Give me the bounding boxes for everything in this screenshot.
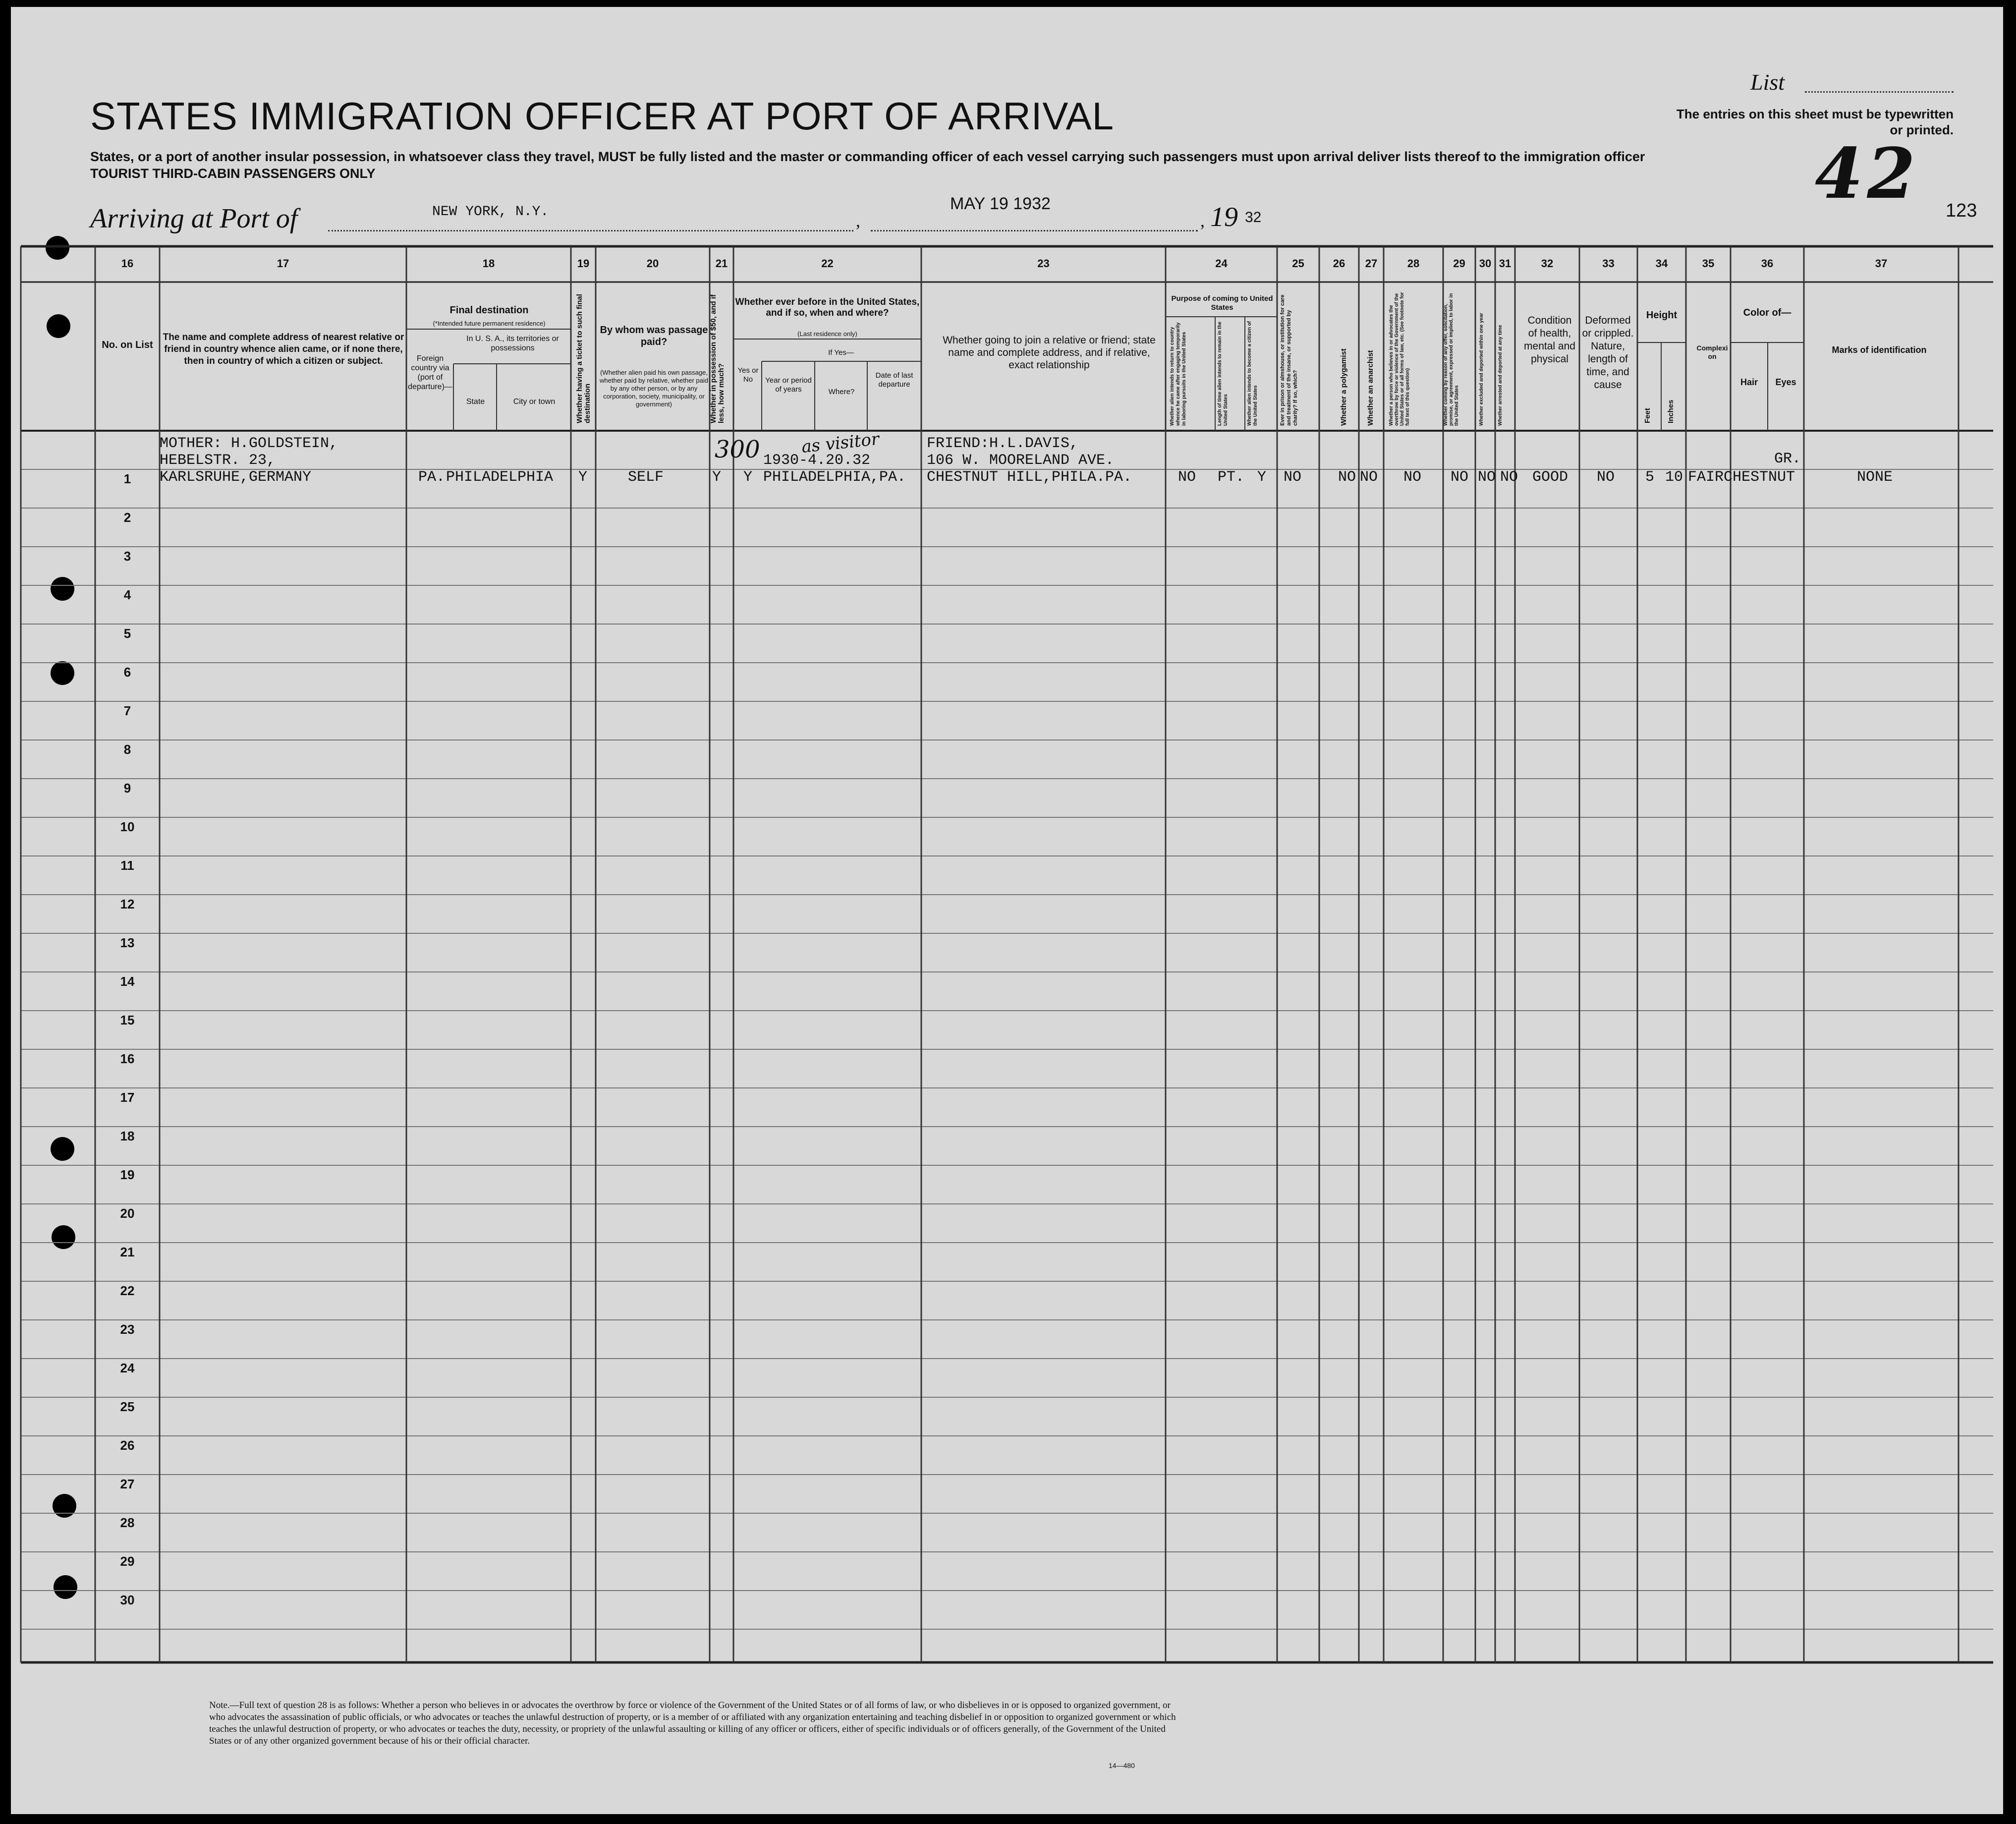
row-number: 26 bbox=[120, 1438, 135, 1453]
header-foreign-country: Foreign country via (port of departure)— bbox=[408, 354, 452, 391]
entry-state: PA. bbox=[418, 469, 446, 486]
comma2: , bbox=[1200, 211, 1205, 230]
header-purpose-return: Whether alien intends to return to country whence he came after engaging temporarily in laboring pursuits in the United States bbox=[1170, 322, 1187, 426]
column-number: 22 bbox=[821, 257, 834, 270]
column-number: 29 bbox=[1453, 257, 1465, 270]
row-number: 11 bbox=[120, 858, 134, 873]
row-number: 17 bbox=[120, 1090, 135, 1105]
entry-join-line2: 106 W. MOORELAND AVE. bbox=[927, 452, 1115, 469]
header-eyes: Eyes bbox=[1775, 377, 1796, 387]
entry-q30: NO bbox=[1478, 469, 1496, 486]
entry-ticket: Y bbox=[578, 469, 588, 486]
header-money: Whether in possession of $50, and if less, how much? bbox=[709, 294, 726, 423]
header-state: State bbox=[466, 398, 485, 406]
column-number: 27 bbox=[1365, 257, 1378, 270]
entry-return: NO bbox=[1178, 469, 1196, 486]
list-number-handwritten: 42 bbox=[1815, 133, 1919, 215]
instructions-text: States, or a port of another insular possession, in whatsoever class they travel, MUST be fully listed and the master or commanding officer of each vessel carrying such passengers must upon arrival deliver lists thereof to the immigration officer bbox=[90, 149, 1645, 164]
column-number: 32 bbox=[1541, 257, 1554, 270]
header-if-yes: If Yes— bbox=[828, 348, 854, 357]
row-number: 18 bbox=[120, 1129, 135, 1143]
header-ticket: Whether having a ticket to such final destination bbox=[575, 294, 592, 423]
column-number: 26 bbox=[1333, 257, 1345, 270]
row-number: 16 bbox=[120, 1051, 135, 1066]
entry-deformed: NO bbox=[1597, 469, 1615, 486]
entry-money: Y bbox=[712, 469, 722, 486]
header-deformed: Deformed or crippled. Nature, length of time, and cause bbox=[1582, 315, 1634, 391]
list-label: List bbox=[1750, 69, 1785, 95]
entry-q29: NO bbox=[1451, 469, 1469, 486]
entry-anarchist: NO bbox=[1360, 469, 1378, 486]
row-number: 4 bbox=[123, 587, 131, 602]
row-number: 24 bbox=[120, 1361, 135, 1375]
entry-q31: NO bbox=[1500, 469, 1518, 486]
entry-where: PHILADELPHIA,PA. bbox=[763, 469, 906, 486]
header-question-30: Whether excluded and deported within one year bbox=[1479, 313, 1484, 426]
column-number: 21 bbox=[715, 257, 728, 270]
column-number: 24 bbox=[1215, 257, 1228, 270]
row-number: 8 bbox=[123, 742, 131, 757]
form-number: 14—480 bbox=[1109, 1762, 1135, 1769]
header-anarchist: Whether an anarchist bbox=[1366, 350, 1375, 426]
header-before-sub: (Last residence only) bbox=[797, 330, 857, 338]
column-number: 19 bbox=[577, 257, 590, 270]
header-inches: Inches bbox=[1667, 399, 1675, 423]
page-number: 123 bbox=[1946, 200, 1977, 221]
entry-paid-by: SELF bbox=[628, 469, 664, 486]
entry-prison: NO bbox=[1284, 469, 1302, 486]
column-number: 31 bbox=[1499, 257, 1512, 270]
column-number: 16 bbox=[121, 257, 134, 270]
entry-feet: 5 bbox=[1645, 469, 1655, 486]
row-number: 15 bbox=[120, 1013, 135, 1027]
column-number: 34 bbox=[1655, 257, 1668, 270]
row-number: 21 bbox=[120, 1245, 135, 1259]
year-prefix: 19 bbox=[1210, 202, 1238, 232]
date-stamp: MAY 19 1932 bbox=[950, 194, 1051, 213]
header-year: Year or period of years bbox=[765, 376, 812, 394]
column-number: 20 bbox=[646, 257, 659, 270]
entry-join-line3: CHESTNUT HILL,PHILA.PA. bbox=[927, 469, 1132, 486]
entry-hair: CHESTNUT bbox=[1724, 469, 1795, 486]
entry-health: GOOD bbox=[1532, 469, 1568, 486]
header-passage-note: (Whether alien paid his own passage, whether paid by relative, whether paid by any other person, or by any corporation, society, municipality, or government) bbox=[600, 369, 708, 408]
column-number: 37 bbox=[1875, 257, 1888, 270]
header-final-destination-sub: (*Intended future permanent residence) bbox=[433, 320, 546, 327]
header-question-28: Whether a person who believes in or advocates the overthrow by force or violence of the Government of the United States or of all forms of law, etc. (See footnote for full text of this question) bbox=[1389, 292, 1410, 426]
entry-length: PT. bbox=[1218, 469, 1245, 486]
entry-relative-line2: HEBELSTR. 23, bbox=[160, 452, 276, 469]
entry-polygamist: NO bbox=[1338, 469, 1356, 486]
column-number: 35 bbox=[1702, 257, 1715, 270]
header-height: Height bbox=[1646, 310, 1678, 321]
header-city: City or town bbox=[513, 398, 556, 406]
row-number: 7 bbox=[123, 703, 131, 718]
entry-relative-line3: KARLSRUHE,GERMANY bbox=[160, 469, 312, 486]
row-number: 13 bbox=[120, 935, 135, 950]
row-number: 28 bbox=[120, 1515, 135, 1530]
entry-relative-line1: MOTHER: H.GOLDSTEIN, bbox=[160, 435, 338, 452]
header-question-29: Whether coming by reason of any offer, solicitation, promise, or agreement, expressed or implied, to labor in the United States bbox=[1443, 293, 1459, 426]
column-number: 18 bbox=[482, 257, 495, 270]
header-relative: The name and complete address of nearest relative or friend in country whence alien came, or if none there, then in country of which a citizen or subject. bbox=[163, 332, 404, 366]
entry-complexion: FAIR bbox=[1688, 469, 1724, 486]
row-number: 2 bbox=[123, 510, 131, 525]
header-final-destination: Final destination bbox=[449, 305, 529, 316]
class-line: TOURIST THIRD-CABIN PASSENGERS ONLY bbox=[90, 166, 376, 181]
row-number: 5 bbox=[123, 626, 131, 641]
row-number: 30 bbox=[120, 1593, 135, 1607]
row-number: 25 bbox=[120, 1399, 135, 1414]
header-question-31: Whether arrested and deported at any time bbox=[1498, 325, 1503, 426]
column-number: 30 bbox=[1479, 257, 1492, 270]
row-number: 14 bbox=[120, 974, 135, 989]
header-departure-date: Date of last departure bbox=[875, 371, 913, 389]
header-yes-no: Yes or No bbox=[737, 366, 759, 384]
header-feet: Feet bbox=[1643, 408, 1652, 423]
column-number: 17 bbox=[277, 257, 289, 270]
header-health: Condition of health, mental and physical bbox=[1524, 315, 1575, 365]
entry-city: PHILADELPHIA bbox=[446, 469, 554, 486]
header-purpose-citizen: Whether alien intends to become a citizen of the United States bbox=[1247, 321, 1258, 426]
port-value: NEW YORK, N.Y. bbox=[432, 204, 549, 220]
row-number: 6 bbox=[123, 665, 131, 680]
entry-inches: 10 bbox=[1665, 469, 1683, 486]
column-number: 25 bbox=[1292, 257, 1304, 270]
column-number: 36 bbox=[1761, 257, 1774, 270]
footnote: Note.—Full text of question 28 is as follows: Whether a person who believes in or advocates the overthrow by force or violence of the Government of the United States or of all forms of law, or who disbelieves in or is opposed to organized government, or who advocates the assassination of public officials, or who advocates or teaches the unlawful destruction of property, or is a member of or affiliated with any organization entertaining and teaching disbelief in or opposition to organized government or which teaches the unlawful destruction of property, or who advocates or teaches the duty, necessity, or propriety of the unlawful assaulting or killing of any officer or officers, either of specific individuals or of officers generally, of the Government of the United States or of any other organized government because of his or their official character. bbox=[209, 1700, 1176, 1746]
header-passage-paid: By whom was passage paid? bbox=[600, 325, 708, 347]
list-note: The entries on this sheet must be typewritten or printed. bbox=[1676, 107, 1954, 137]
entry-citizen: Y bbox=[1257, 469, 1267, 486]
header-before-in-us: Whether ever before in the United States, and if so, when and where? bbox=[735, 297, 920, 318]
header-join-relative: Whether going to join a relative or friend; state name and complete address, and if relative, exact relationship bbox=[943, 335, 1156, 371]
header-color-of: Color of— bbox=[1743, 307, 1792, 318]
row-number: 9 bbox=[123, 781, 131, 796]
comma: , bbox=[856, 211, 860, 230]
header-purpose-length: Length of time alien intends to remain in the United States bbox=[1217, 321, 1229, 426]
row-number: 3 bbox=[123, 549, 131, 564]
row-number: 20 bbox=[120, 1206, 135, 1221]
entry-money-handwritten: 300 bbox=[715, 436, 760, 463]
row-number: 1 bbox=[123, 471, 131, 486]
header-prison: Ever in prison or almshouse, or institution for care and treatment of the insane, or supported by charity? If so, which? bbox=[1280, 294, 1298, 426]
column-number: 23 bbox=[1037, 257, 1050, 270]
entry-join-line1: FRIEND:H.L.DAVIS, bbox=[927, 435, 1079, 452]
column-number: 33 bbox=[1602, 257, 1615, 270]
row-number: 29 bbox=[120, 1554, 135, 1569]
entry-q28: NO bbox=[1403, 469, 1422, 486]
header-in-usa: In U. S. A., its territories or possessions bbox=[466, 335, 559, 352]
row-number: 12 bbox=[120, 897, 135, 912]
manifest-sheet bbox=[11, 7, 2003, 1814]
year-suffix: 32 bbox=[1245, 209, 1262, 226]
column-number: 28 bbox=[1407, 257, 1420, 270]
header-hair: Hair bbox=[1740, 377, 1758, 387]
entry-before-yesno: Y bbox=[743, 469, 753, 486]
header-complexion: Complexion bbox=[1696, 344, 1728, 360]
header-marks: Marks of identification bbox=[1832, 345, 1927, 355]
row-number: 22 bbox=[120, 1283, 135, 1298]
row-number: 10 bbox=[120, 819, 135, 834]
row-number: 23 bbox=[120, 1322, 135, 1337]
header-no-on-list: No. on List bbox=[102, 340, 153, 350]
entry-years: 1930-4.20.32 bbox=[763, 452, 871, 469]
row-number: 19 bbox=[120, 1167, 135, 1182]
header-polygamist: Whether a polygamist bbox=[1340, 348, 1348, 426]
arriving-label: Arriving at Port of bbox=[90, 203, 298, 234]
entry-marks: NONE bbox=[1857, 469, 1893, 486]
table-grid bbox=[11, 7, 2003, 1814]
entry-eyes: GR. bbox=[1774, 451, 1801, 467]
header-purpose: Purpose of coming to United States bbox=[1171, 294, 1273, 312]
row-number: 27 bbox=[120, 1477, 135, 1491]
header-where: Where? bbox=[828, 388, 855, 396]
entry-years-handwritten: as visitor bbox=[800, 429, 880, 457]
form-title: STATES IMMIGRATION OFFICER AT PORT OF ARRIVAL bbox=[90, 94, 1115, 138]
